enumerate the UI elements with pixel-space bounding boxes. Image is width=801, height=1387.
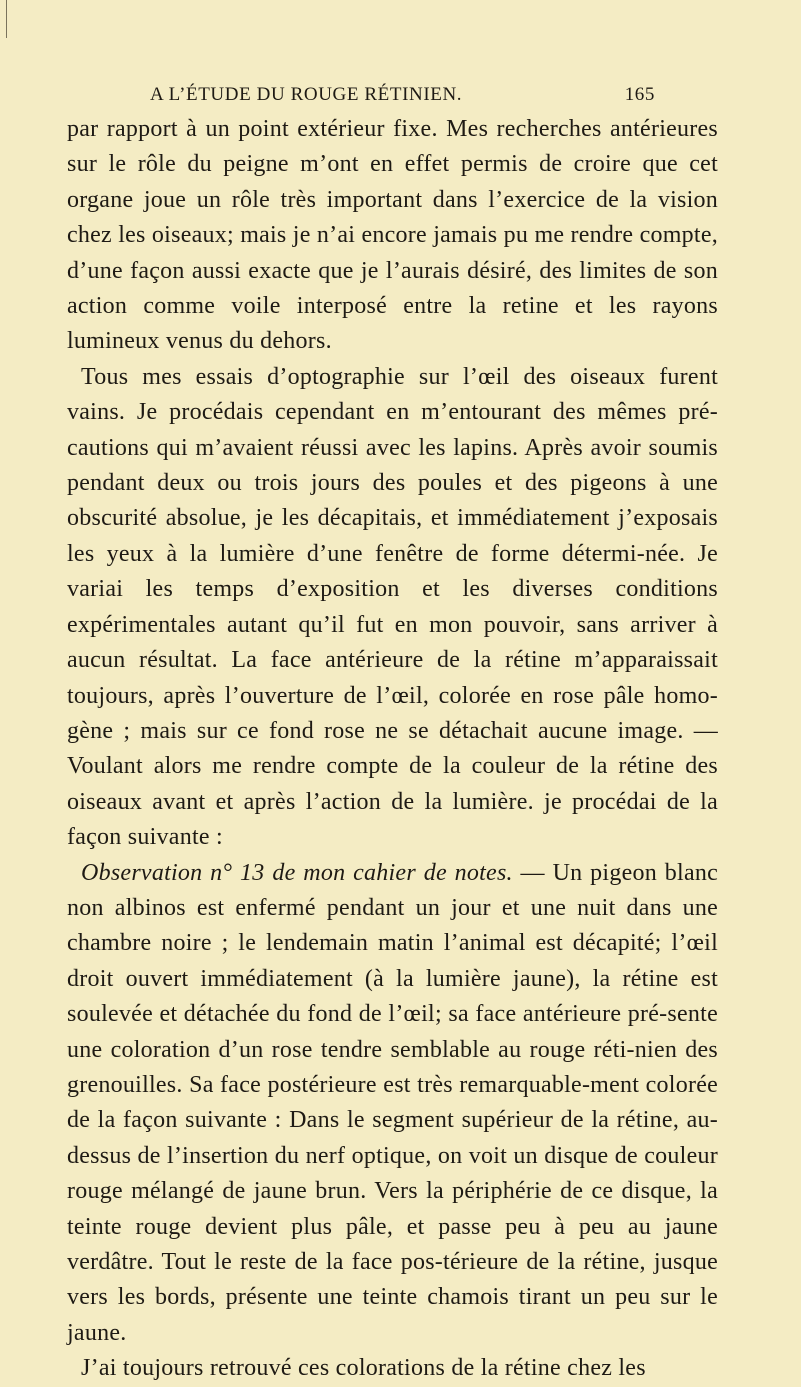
page-header bbox=[150, 84, 655, 108]
observation-text: — Un pigeon blanc non albinos est enfermé pendant un jour et une nuit dans une chambre noire ; le lendemain matin l’animal est décapité; l’œil droit ouvert immédiatement (à la lumière jaune), la rétine est soulevée et détachée du fond de l’œil; sa face antérieure pré-sente une coloration d’un rose tendre semblable au rouge réti-nien des grenouilles. Sa face postérieure est très remarquable-ment colorée de la façon suivante : Dans le segment supérieur de la rétine, au-dessus de l’insertion du nerf optique, on voit un disque de couleur rouge mélangé de jaune brun. Vers la périphérie de ce disque, la teinte rouge devient plus pâle, et passe peu à peu au jaune verdâtre. Tout le reste de la face pos-térieure de la rétine, jusque vers les bords, présente une teinte chamois tirant un peu sur le jaune. bbox=[67, 859, 719, 1346]
running-title: A L’ÉTUDE DU ROUGE RÉTINIEN. bbox=[150, 84, 463, 105]
page-edge-mark bbox=[0, 0, 7, 38]
page-number: 165 bbox=[624, 84, 655, 105]
body-text bbox=[67, 112, 718, 1387]
observation-paragraph bbox=[67, 856, 718, 1352]
paragraph-last: J’ai toujours retrouvé ces colorations de la rétine chez les bbox=[81, 1355, 646, 1382]
paragraph-2: Tous mes essais d’optographie sur l’œil des oiseaux furent vains. Je procédais cependant en m’entourant des mêmes pré-cautions qui m’avaient réussi avec les lapins. Après avoir soumis pendant deux ou trois jours des poules et des pigeons à une obscurité absolue, je les décapitais, et immédiatement j’exposais les yeux à la lumière d’une fenêtre de forme détermi-née. Je variai les temps d’exposition et les diverses conditions expérimentales autant qu’il fut en mon pouvoir, sans arriver à aucun résultat. La face antérieure de la rétine m’apparaissait toujours, après l’ouverture de l’œil, colorée en rose pâle homo-gène ; mais sur ce fond rose ne se détachait aucune image. — Voulant alors me rendre compte de la couleur de la rétine des oiseaux avant et après l’action de la lumière. je procédai de la façon suivante : bbox=[67, 363, 718, 851]
observation-title: Observation n° 13 de mon cahier de notes. bbox=[81, 859, 513, 886]
paragraph-1: par rapport à un point extérieur fixe. Mes recherches antérieures sur le rôle du peigne m’ont en effet permis de croire que cet organe joue un rôle très important dans l’exercice de la vision chez les oiseaux; mais je n’ai encore jamais pu me rendre compte, d’une façon aussi exacte que je l’aurais désiré, des limites de son action comme voile interposé entre la retine et les rayons lumineux venus du dehors. bbox=[67, 116, 718, 355]
